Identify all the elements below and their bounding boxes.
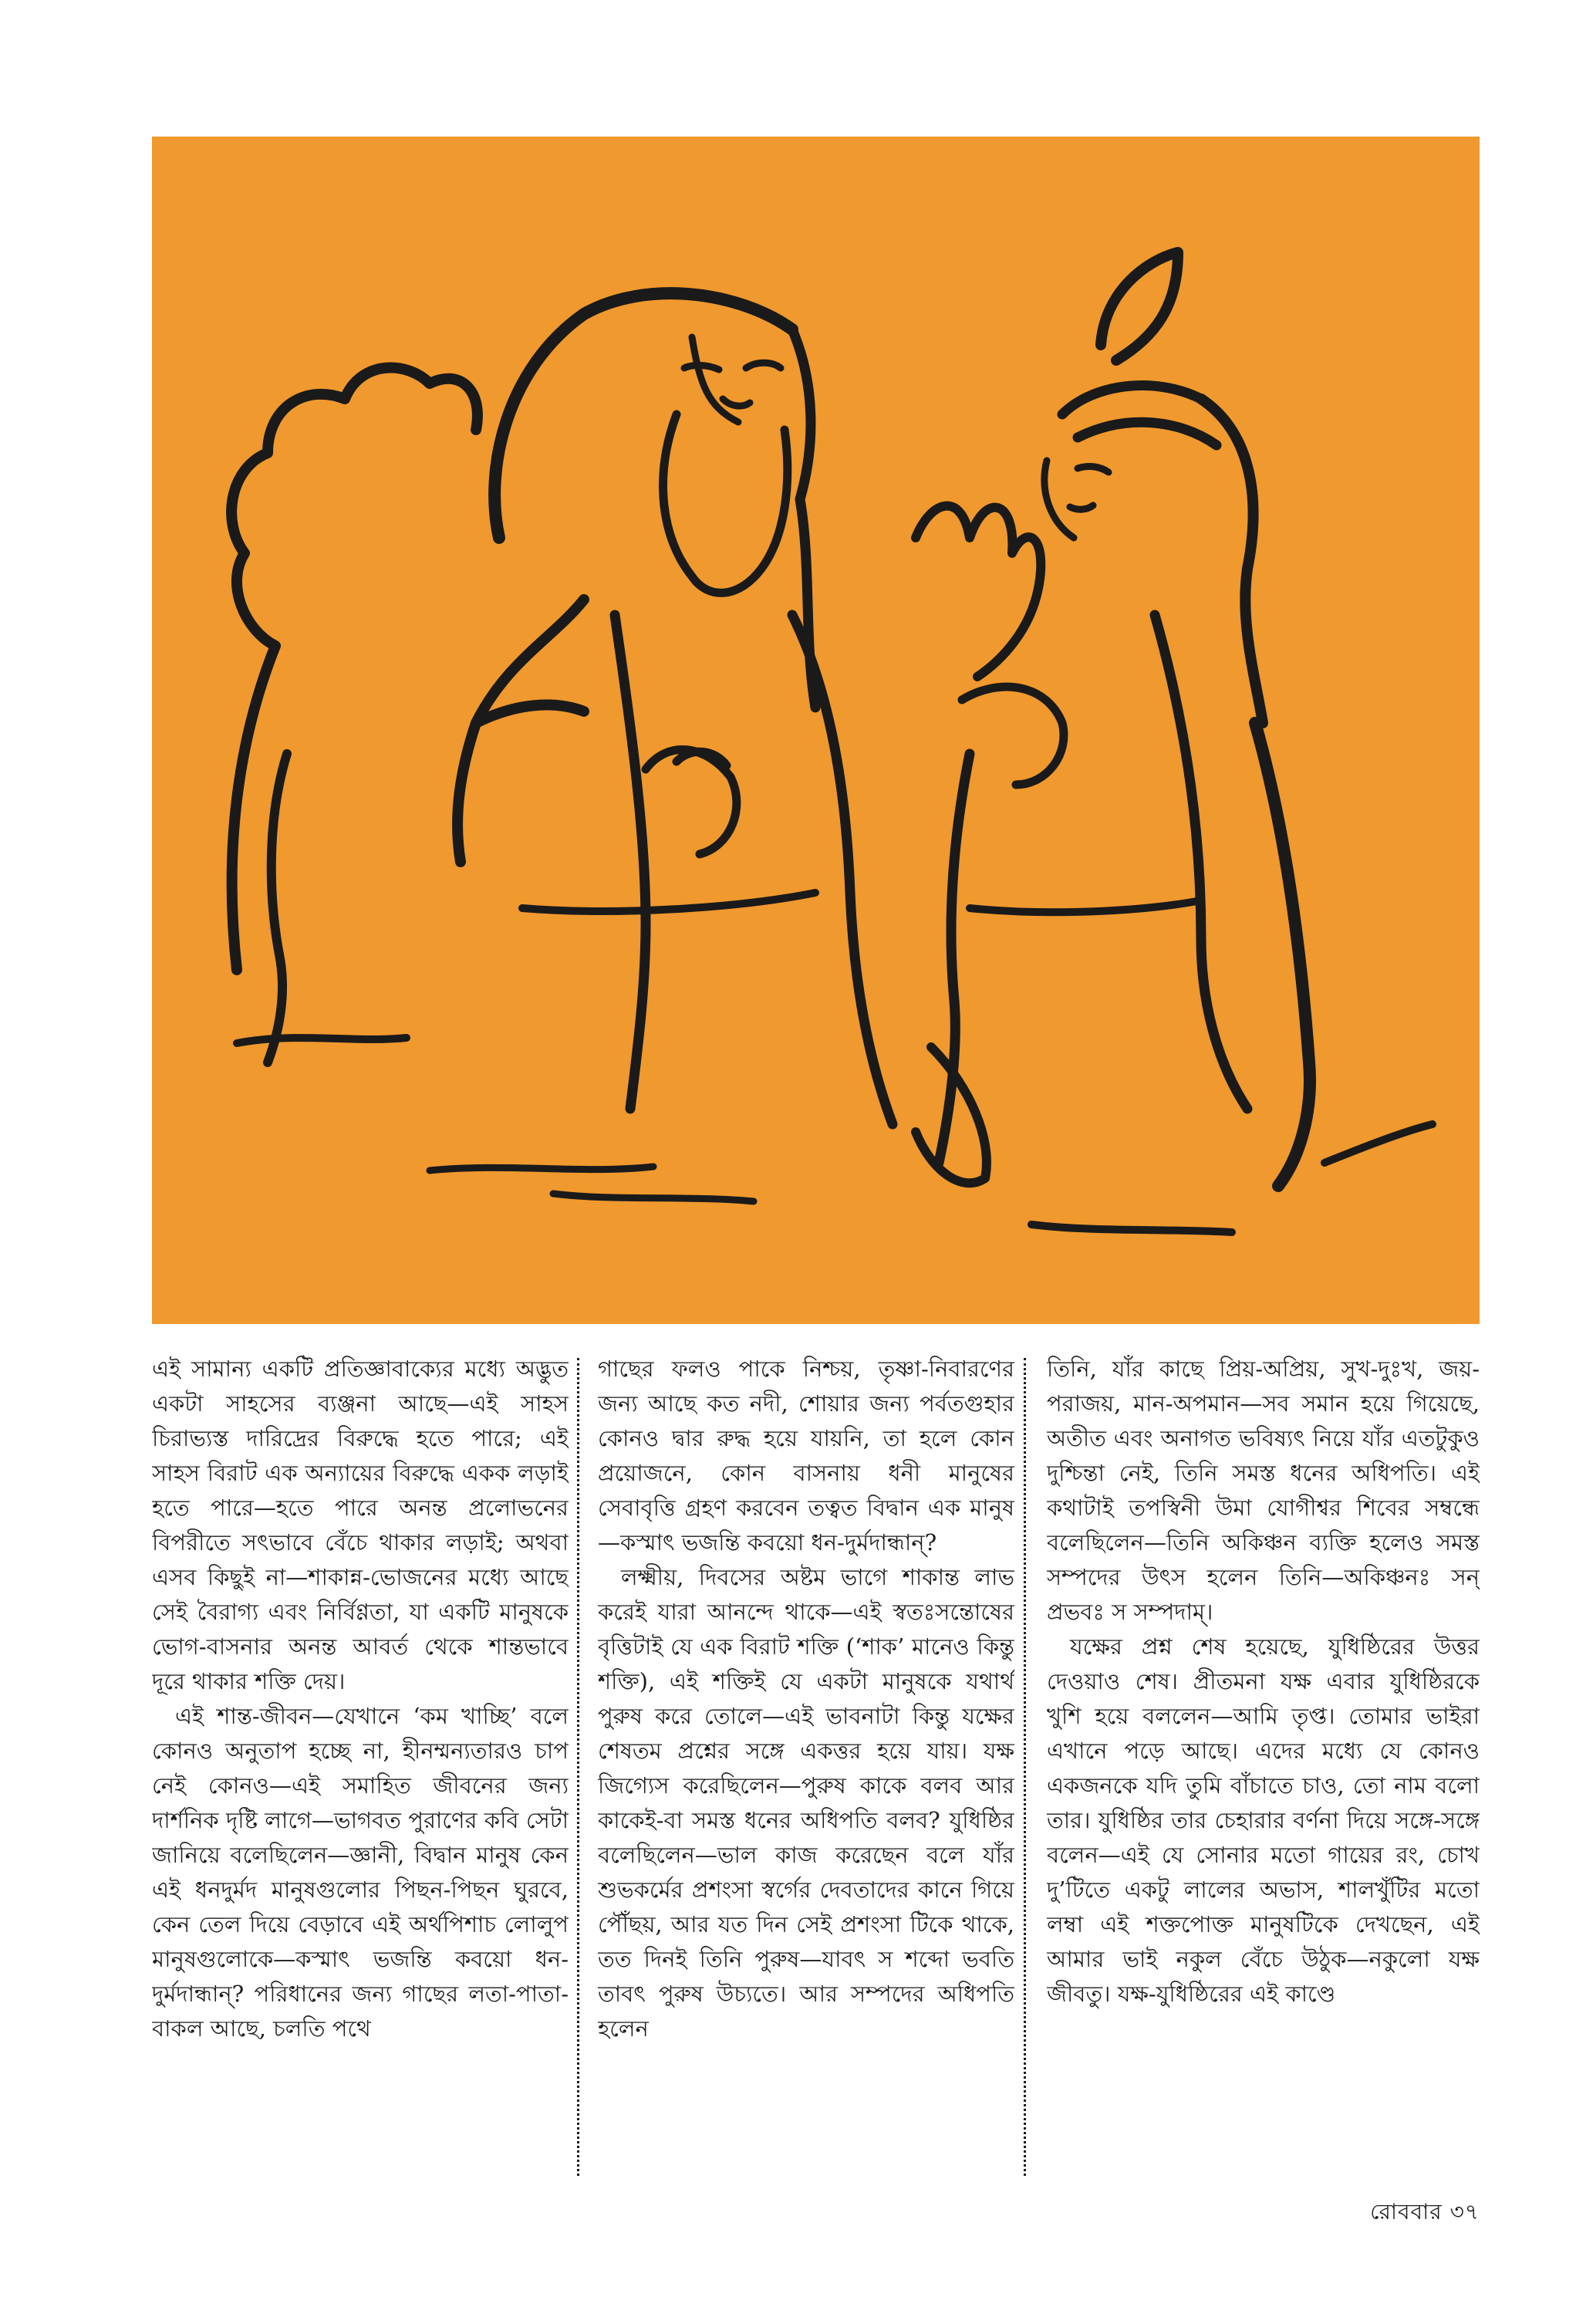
paragraph: এই শান্ত-জীবন—যেখানে ‘কম খাচ্ছি’ বলে কোনও অনুতাপ হচ্ছে না, হীনম্মন্যতারও চাপ নেই কোনও—এই সমাহিত জীবনের জন্য দার্শনিক দৃষ্টি লাগে—ভাগবত পুরাণের কবি সেটা জানিয়ে বলেছিলেন—জ্ঞানী, বিদ্বান মানুষ কেন এই ধনদুর্মদ মানুষগুলোর পিছন-পিছন ঘুরবে, কেন তেল দিয়ে বেড়াবে এই অর্থপিশাচ লোলুপ মানুষগুলোকে—কস্মাৎ ভজন্তি কবয়ো ধন-দুর্মদান্ধান্? পরিধানের জন্য গাছের লতা-পাতা-বাকল আছে, চলতি পথে: [152, 1703, 569, 2042]
column-divider: [1024, 1358, 1026, 2176]
illustration-background: [152, 137, 1480, 1324]
article-column-3: [1047, 1352, 1480, 2174]
paragraph: গাছের ফলও পাকে নিশ্চয়, তৃষ্ণা-নিবারণের জন্য আছে কত নদী, শোয়ার জন্য পর্বতগুহার কোনও দ্বার রুদ্ধ হয়ে যায়নি, তা হলে কোন প্রয়োজনে, কোন বাসনায় ধনী মানুষের সেবাবৃত্তি গ্রহণ করবেন তত্বত বিদ্বান এক মানুষ—কস্মাৎ ভজন্তি কবয়ো ধন-দুর্মদান্ধান্?: [598, 1356, 1014, 1556]
paragraph: এই সামান্য একটি প্রতিজ্ঞাবাক্যের মধ্যে অদ্ভুত একটা সাহসের ব্যঞ্জনা আছে—এই সাহস চিরাভ্যস্ত দারিদ্রের বিরুদ্ধে হতে পারে; এই সাহস বিরাট এক অন্যায়ের বিরুদ্ধে একক লড়াই হতে পারে—হতে পারে অনন্ত প্রলোভনের বিপরীতে সৎভাবে বেঁচে থাকার লড়াই; অথবা এসব কিছুই না—শাকান্ন-ভোজনের মধ্যে আছে সেই বৈরাগ্য এবং নির্বিণ্ণতা, যা একটি মানুষকে ভোগ-বাসনার অনন্ত আবর্ত থেকে শান্তভাবে দূরে থাকার শক্তি দেয়।: [152, 1356, 569, 1694]
illustration: [152, 137, 1480, 1324]
page-footer: [1370, 2195, 1480, 2231]
article-column-2: [598, 1352, 1014, 2174]
column-divider: [577, 1358, 579, 2176]
paragraph: যক্ষের প্রশ্ন শেষ হয়েছে, যুধিষ্ঠিরের উত্তর দেওয়াও শেষ। প্রীতমনা যক্ষ এবার যুধিষ্ঠিরকে খুশি হয়ে বললেন—আমি তৃপ্ত। তোমার ভাইরা এখানে পড়ে আছে। এদের মধ্যে যে কোনও একজনকে যদি তুমি বাঁচাতে চাও, তো নাম বলো তার। যুধিষ্ঠির তার চেহারার বর্ণনা দিয়ে সঙ্গে-সঙ্গে বলেন—এই যে সোনার মতো গায়ের রং, চোখ দু’টিতে একটু লালের অভাস, শালখুঁটির মতো লম্বা এই শক্তপোক্ত মানুষটিকে দেখছেন, এই আমার ভাই নকুল বেঁচে উঠুক—নকুলো যক্ষ জীবতু। যক্ষ-যুধিষ্ঠিরের এই কাণ্ডে: [1047, 1633, 1480, 2007]
article-column-1: [152, 1352, 569, 2174]
page-number: ৩৭: [1449, 2199, 1480, 2224]
magazine-name: রোববার: [1370, 2199, 1443, 2224]
illustration-svg: [152, 137, 1480, 1324]
article-body: [152, 1352, 1480, 2174]
paragraph: লক্ষ্মীয়, দিবসের অষ্টম ভাগে শাকান্ত লাভ করেই যারা আনন্দে থাকে—এই স্বতঃসন্তোষের বৃত্তিটাই যে এক বিরাট শক্তি (‘শাক’ মানেও কিন্তু শক্তি), এই শক্তিই যে একটা মানুষকে যথার্থ পুরুষ করে তোলে—এই ভাবনাটা কিন্তু যক্ষের শেষতম প্রশ্নের সঙ্গে একত্তর হয়ে যায়। যক্ষ জিগ্যেস করেছিলেন—পুরুষ কাকে বলব আর কাকেই-বা সমস্ত ধনের অধিপতি বলব? যুধিষ্ঠির বলেছিলেন—ভাল কাজ করেছেন বলে যাঁর শুভকর্মের প্রশংসা স্বর্গের দেবতাদের কানে গিয়ে পৌঁছয়, আর যত দিন সেই প্রশংসা টিকে থাকে, তত দিনই তিনি পুরুষ—যাবৎ স শব্দো ভবতি তাবৎ পুরুষ উচ্যতে। আর সম্পদের অধিপতি হলেন: [598, 1564, 1014, 2042]
paragraph: তিনি, যাঁর কাছে প্রিয়-অপ্রিয়, সুখ-দুঃখ, জয়-পরাজয়, মান-অপমান—সব সমান হয়ে গিয়েছে, অতীত এবং অনাগত ভবিষ্যৎ নিয়ে যাঁর এতটুকুও দুশ্চিন্তা নেই, তিনি সমস্ত ধনের অধিপতি। এই কথাটাই তপস্বিনী উমা যোগীশ্বর শিবের সম্বন্ধে বলেছিলেন—তিনি অকিঞ্চন ব্যক্তি হলেও সমস্ত সম্পদের উৎস হলেন তিনি—অকিঞ্চনঃ সন্ প্রভবঃ স সম্পদাম্।: [1047, 1356, 1480, 1625]
